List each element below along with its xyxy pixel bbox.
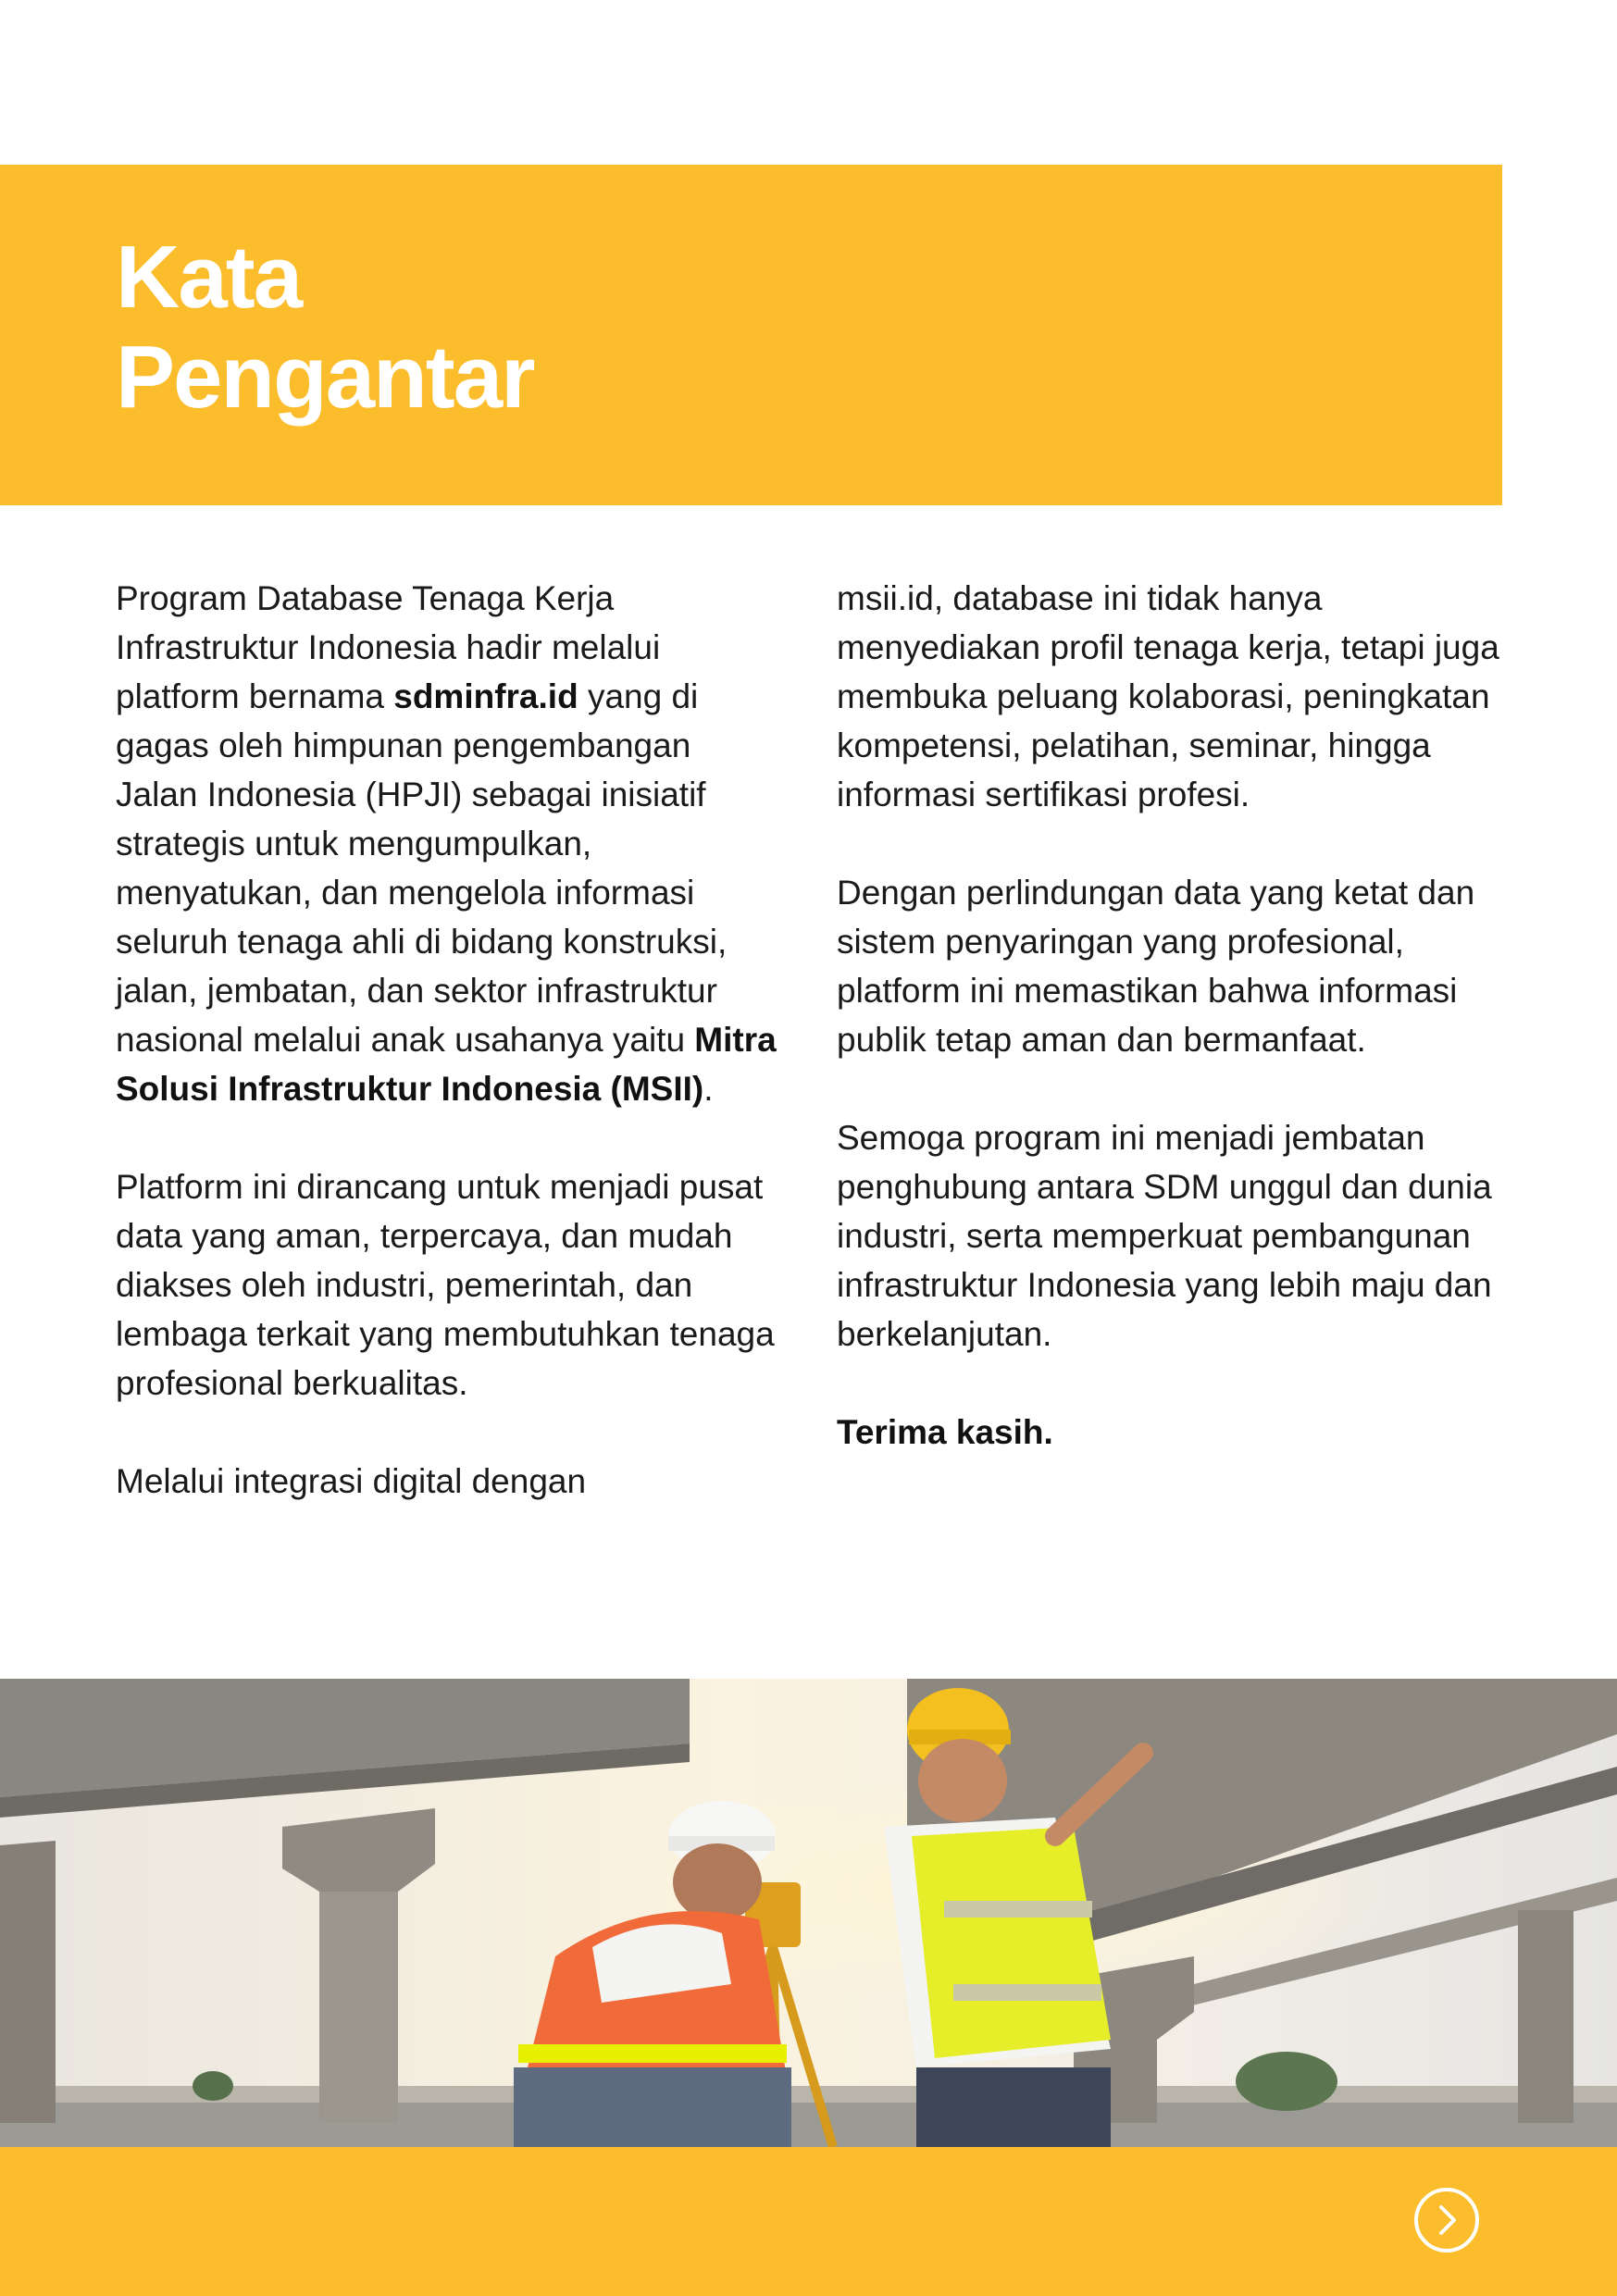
platform-name: sdminfra.id (393, 677, 578, 715)
integration-paragraph-start: Melalui integrasi digital dengan (116, 1462, 587, 1500)
chevron-right-icon (1418, 2191, 1475, 2249)
intro-paragraph: Program Database Tenaga Kerja Infrastruktur Indonesia hadir melalui platform bernama sdminfra.id yang di gagas oleh himpunan pengembangan Jalan Indonesia (HPJI) sebagai inisiatif strategis untuk mengumpulkan, menyatukan, dan mengelola informasi seluruh tenaga ahli di bidang konstruksi, jalan, jembatan, dan sektor infrastruktur nasional melalui anak usahanya yaitu Mitra Solusi Infrastruktur Indonesia (MSII). (116, 579, 777, 1108)
company-name: Mitra Solusi Infrastruktur Indonesia (MSII) (116, 1021, 777, 1108)
right-column (837, 574, 1503, 1506)
title-band (0, 165, 1502, 505)
construction-photo (0, 1679, 1617, 2147)
footer-band (0, 2147, 1617, 2296)
platform-paragraph: Platform ini dirancang untuk menjadi pusat data yang aman, terpercaya, dan mudah diakses oleh industri, pemerintah, dan lembaga terkait yang membutuhkan tenaga profesional berkualitas. (116, 1168, 775, 1402)
data-protection-paragraph: Dengan perlindungan data yang ketat dan sistem penyaringan yang profesional, platform ini memastikan bahwa informasi publik tetap aman dan bermanfaat. (837, 874, 1475, 1059)
thank-you-text: Terima kasih. (837, 1413, 1053, 1451)
closing-paragraph: Semoga program ini menjadi jembatan penghubung antara SDM unggul dan dunia industri, serta memperkuat pembangunan infrastruktur Indonesia yang lebih maju dan berkelanjutan. (837, 1119, 1492, 1353)
integration-paragraph-end: msii.id, database ini tidak hanya menyediakan profil tenaga kerja, tetapi juga membuka peluang kolaborasi, peningkatan kompetensi, pelatihan, seminar, hingga informasi sertifikasi profesi. (837, 579, 1499, 813)
page-title: Kata Pengantar (116, 228, 534, 427)
next-page-button[interactable] (1414, 2188, 1479, 2253)
left-column (116, 574, 782, 1555)
